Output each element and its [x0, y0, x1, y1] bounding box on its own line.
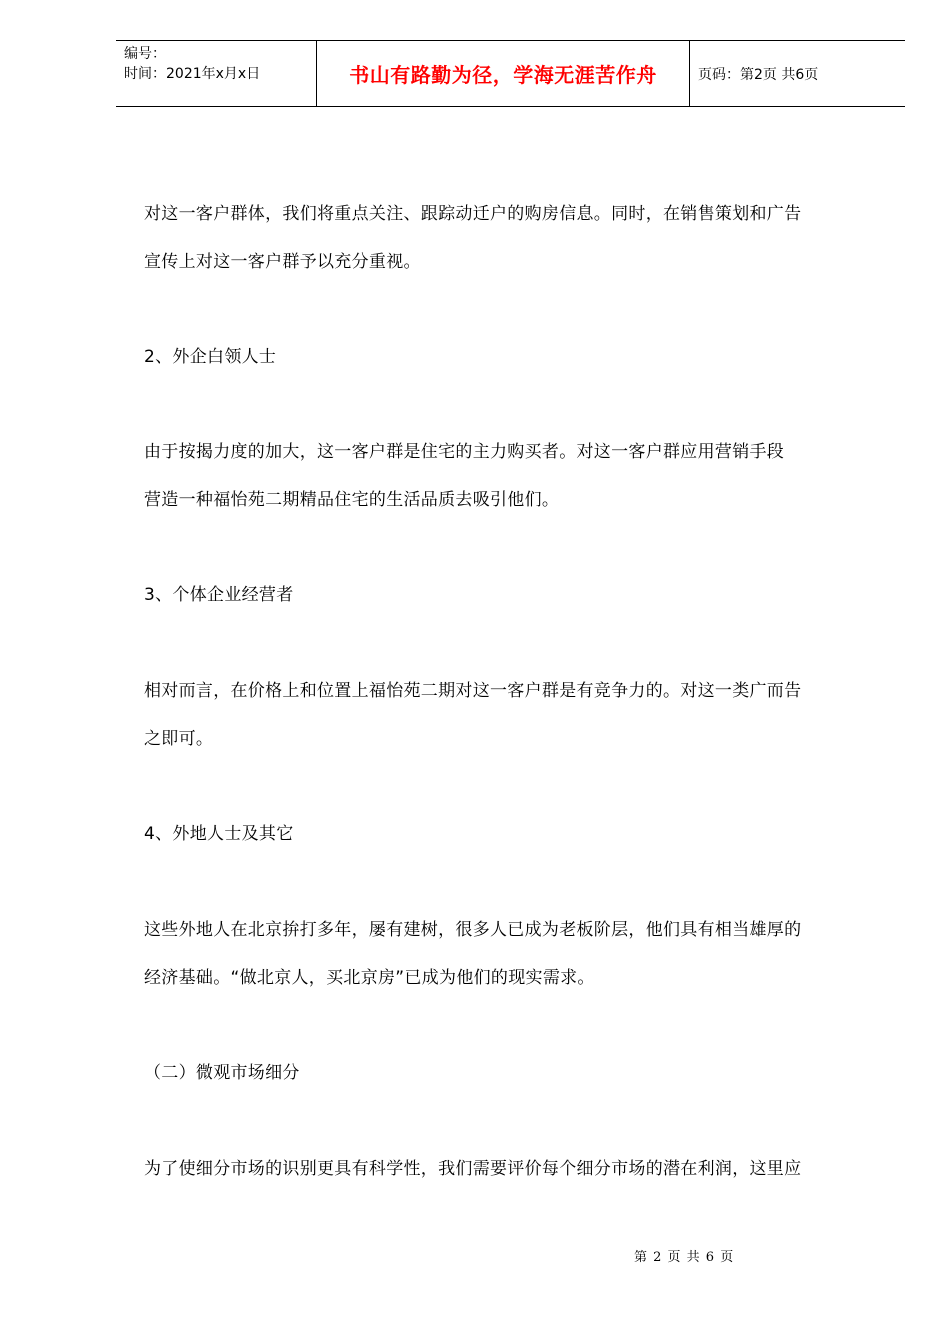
body-line: 经济基础。“做北京人，买北京房”已成为他们的现实需求。: [144, 968, 595, 988]
serial-label: 编号：: [124, 46, 166, 62]
body-line: 之即可。: [144, 729, 214, 749]
body-line: 对这一客户群体，我们将重点关注、跟踪动迁户的购房信息。同时，在销售策划和广告: [144, 204, 802, 224]
header-meta-cell: [116, 41, 316, 106]
page-info-cell: [690, 41, 905, 106]
section-heading: （二）微观市场细分: [144, 1063, 300, 1083]
page-info-text: 页码：第2页 共6页: [698, 66, 819, 83]
body-line: 营造一种福怡苑二期精品住宅的生活品质去吸引他们。: [144, 490, 560, 510]
motto-text: 书山有路勤为径，学海无涯苦作舟: [349, 63, 657, 87]
section-heading: 3、个体企业经营者: [144, 585, 294, 605]
motto-cell: [316, 41, 690, 106]
document-header: [116, 40, 905, 107]
body-line: 相对而言，在价格上和位置上福怡苑二期对这一客户群是有竞争力的。对这一类广而告: [144, 681, 802, 701]
page-footer: 第 2 页 共 6 页: [634, 1250, 735, 1265]
time-label: 时间：2021年x月x日: [124, 66, 261, 82]
body-line: 为了使细分市场的识别更具有科学性，我们需要评价每个细分市场的潜在利润，这里应: [144, 1159, 802, 1179]
body-line: 这些外地人在北京拚打多年，屡有建树，很多人已成为老板阶层，他们具有相当雄厚的: [144, 920, 802, 940]
body-line: 由于按揭力度的加大，这一客户群是住宅的主力购买者。对这一客户群应用营销手段: [144, 442, 785, 462]
section-heading: 4、外地人士及其它: [144, 824, 294, 844]
section-heading: 2、外企白领人士: [144, 347, 277, 367]
body-line: 宣传上对这一客户群予以充分重视。: [144, 252, 421, 272]
